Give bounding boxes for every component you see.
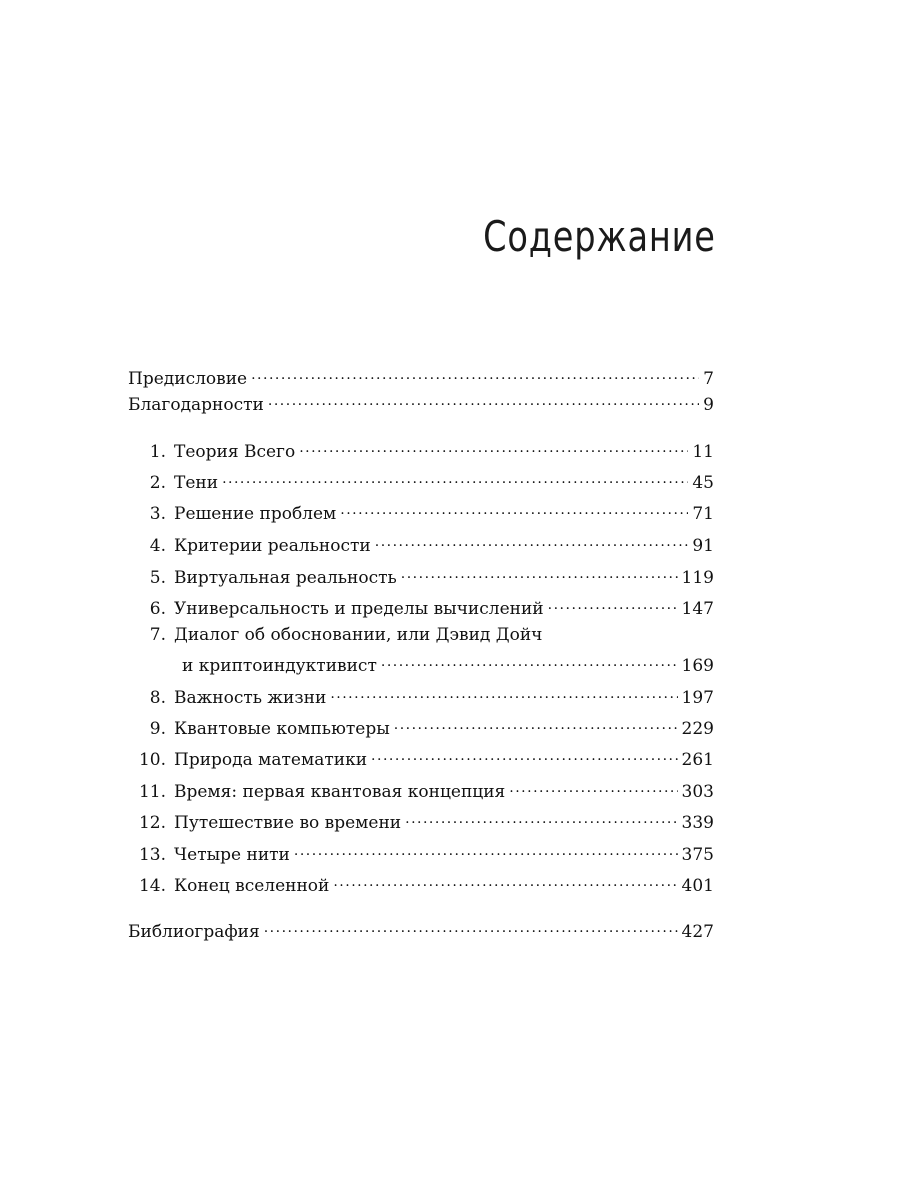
dot-leader — [371, 745, 678, 765]
chapter-title: Важность жизни — [174, 688, 327, 708]
chapter-number: 13. — [138, 845, 166, 865]
toc-entry-title: Благодарности — [128, 395, 264, 415]
toc-chapter — [128, 745, 714, 770]
chapter-page: 45 — [692, 473, 714, 493]
toc-chapter — [128, 499, 714, 524]
dot-leader — [251, 364, 699, 384]
chapter-number: 5. — [149, 568, 166, 588]
toc-entry-preface — [128, 364, 714, 389]
chapter-page: 375 — [681, 845, 714, 865]
chapter-number: 8. — [149, 688, 166, 708]
dot-leader — [294, 840, 678, 860]
chapter-number: 3. — [149, 504, 166, 524]
chapter-number: 1. — [149, 442, 166, 462]
chapter-title: Природа математики — [174, 750, 368, 770]
chapter-page: 197 — [681, 688, 714, 708]
chapter-page: 147 — [681, 599, 714, 619]
toc-entry-page: 9 — [703, 395, 714, 415]
chapter-number: 9. — [149, 719, 166, 739]
toc-chapter — [128, 840, 714, 865]
dot-leader — [340, 499, 688, 519]
chapter-title: Время: первая квантовая концепция — [174, 782, 506, 802]
chapter-page: 261 — [681, 750, 714, 770]
dot-leader — [394, 714, 678, 734]
chapter-page: 119 — [681, 568, 714, 588]
toc-chapter — [128, 871, 714, 896]
dot-leader — [264, 917, 678, 937]
chapter-title: Универсальность и пределы вычислений — [174, 599, 544, 619]
chapter-title: Критерии реальности — [174, 536, 371, 556]
chapter-number: 7. — [149, 625, 166, 645]
toc-chapter — [182, 651, 714, 676]
chapter-title: Тени — [174, 473, 219, 493]
chapter-title: Четыре нити — [174, 845, 290, 865]
chapter-title: Теория Всего — [174, 442, 296, 462]
toc-chapter-line1 — [128, 625, 714, 645]
chapter-number: 12. — [138, 813, 166, 833]
chapter-page: 11 — [692, 442, 714, 462]
dot-leader — [405, 808, 677, 828]
toc-chapter — [128, 808, 714, 833]
toc-chapter — [128, 531, 714, 556]
chapter-number: 10. — [138, 750, 166, 770]
chapter-title: Виртуальная реальность — [174, 568, 397, 588]
chapter-number: 6. — [149, 599, 166, 619]
chapter-title: и криптоиндуктивист — [182, 656, 377, 676]
dot-leader — [381, 651, 678, 671]
toc-entry-acknowledgements — [128, 390, 714, 415]
chapter-number: 2. — [149, 473, 166, 493]
toc-entry-page: 427 — [681, 922, 714, 942]
chapter-number: 11. — [138, 782, 166, 802]
chapter-page: 303 — [681, 782, 714, 802]
toc-chapter — [128, 714, 714, 739]
chapter-number: 14. — [138, 876, 166, 896]
chapter-page: 229 — [681, 719, 714, 739]
chapter-title: Конец вселенной — [174, 876, 330, 896]
chapter-page: 339 — [681, 813, 714, 833]
toc-entry-title: Предисловие — [128, 369, 248, 389]
dot-leader — [401, 563, 678, 583]
chapter-title: Решение проблем — [174, 504, 337, 524]
toc-chapter — [128, 683, 714, 708]
toc-chapter — [128, 468, 714, 493]
chapter-page: 91 — [692, 536, 714, 556]
dot-leader — [330, 683, 677, 703]
chapter-page: 401 — [681, 876, 714, 896]
dot-leader — [375, 531, 689, 551]
chapter-title: Квантовые компьютеры — [174, 719, 390, 739]
dot-leader — [333, 871, 677, 891]
chapter-number: 4. — [149, 536, 166, 556]
toc-chapter — [128, 777, 714, 802]
toc-chapter — [128, 563, 714, 588]
dot-leader — [268, 390, 699, 410]
chapter-page: 71 — [692, 504, 714, 524]
toc-chapter — [128, 437, 714, 462]
chapter-page: 169 — [681, 656, 714, 676]
chapter-title-line1: Диалог об обосновании, или Дэвид Дойч — [174, 625, 543, 645]
dot-leader — [222, 468, 688, 488]
toc-chapter — [128, 594, 714, 619]
dot-leader — [299, 437, 688, 457]
chapter-title: Путешествие во времени — [174, 813, 402, 833]
toc-entry-page: 7 — [703, 369, 714, 389]
toc-entry-bibliography — [128, 917, 714, 942]
page-title: Содержание — [483, 212, 716, 261]
toc-entry-title: Библиография — [128, 922, 260, 942]
dot-leader — [548, 594, 678, 614]
dot-leader — [509, 777, 677, 797]
